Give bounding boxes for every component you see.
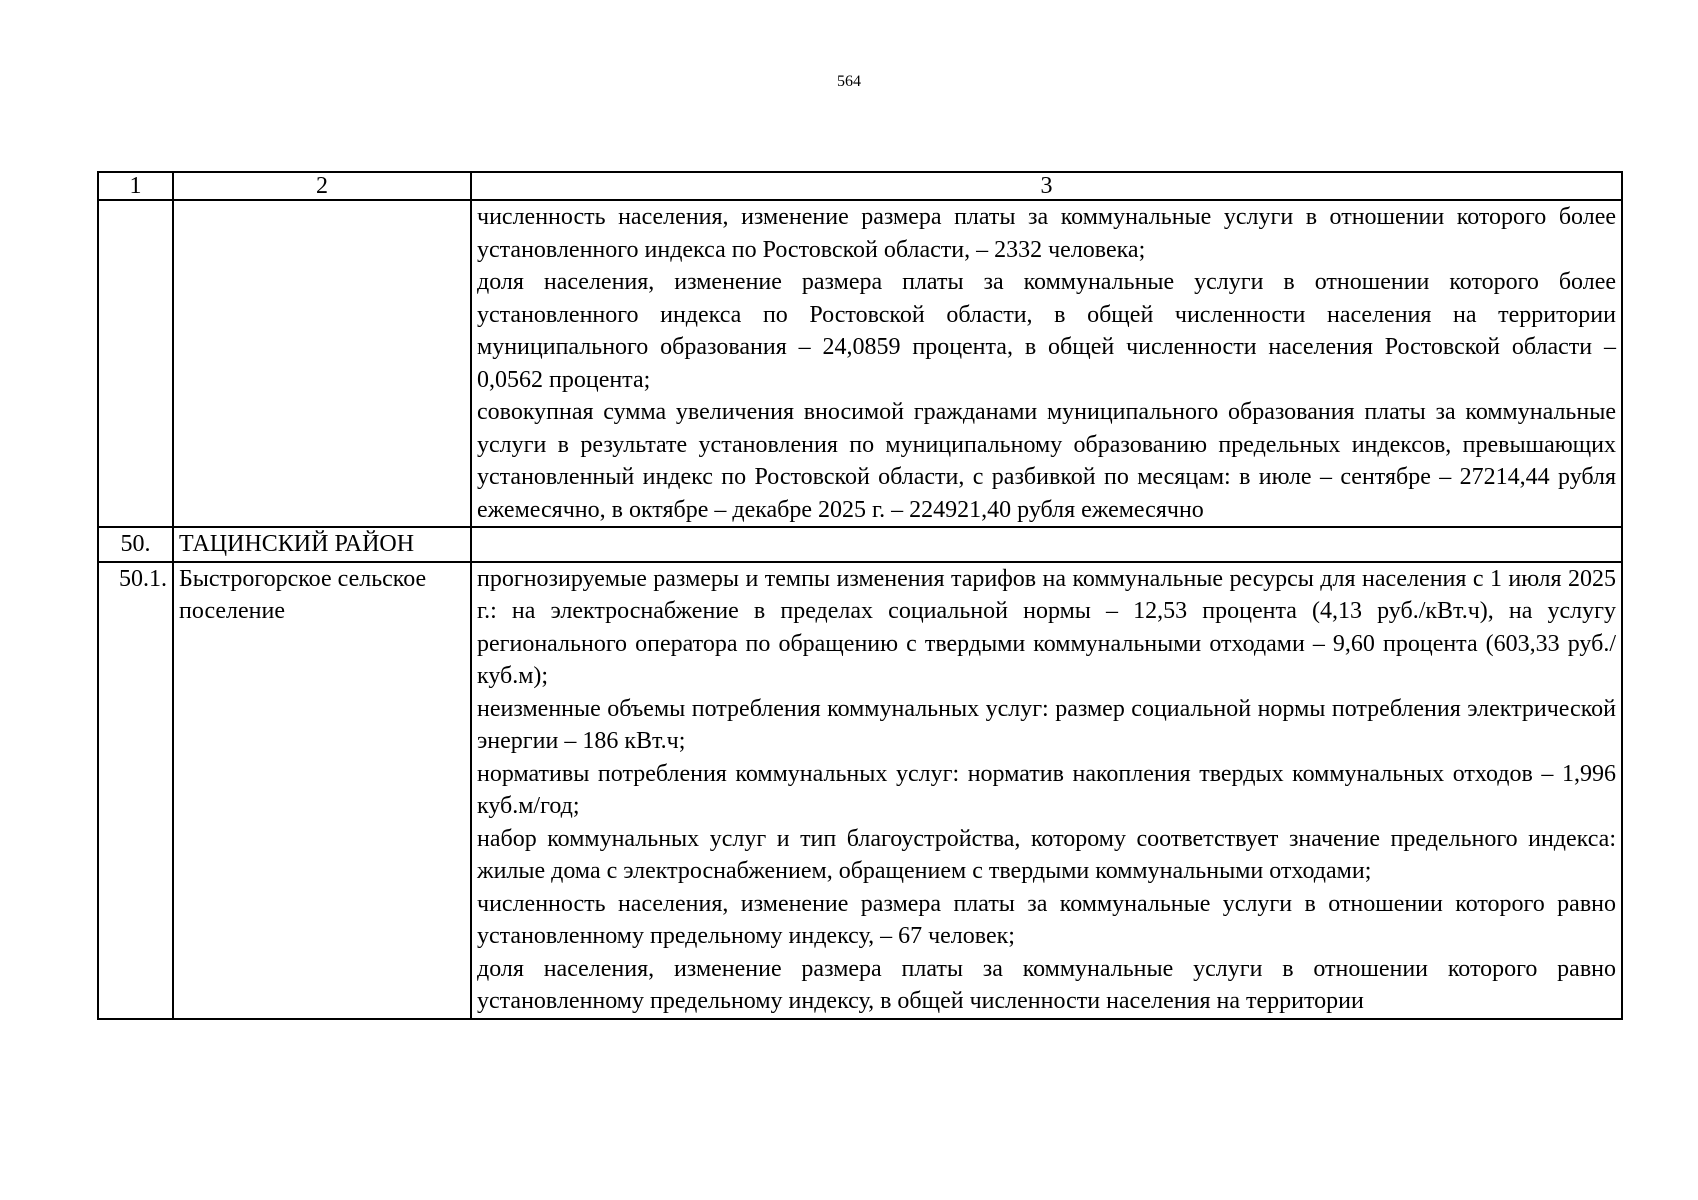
content-paragraph: набор коммунальных услуг и тип благоустройства, которому соответствует значение предельного индекса: жилые дома с электроснабжением, обращением с твердыми коммунальными отходами; xyxy=(477,825,1616,884)
settlement-content xyxy=(471,562,1622,1019)
column-header-2: 2 xyxy=(173,172,471,200)
district-number: 50. xyxy=(98,527,173,562)
column-header-3: 3 xyxy=(471,172,1622,200)
district-content xyxy=(471,527,1622,562)
content-paragraph: совокупная сумма увеличения вносимой гражданами муниципального образования платы за коммунальные услуги в результате установления по муниципальному образованию предельных индексов, превышающих установленный индекс по Ростовской области, с разбивкой по месяцам: в июле – сентябре – 27214,44 рубля ежемесячно, в октябре – декабре 2025 г. – 224921,40 рубля ежемесячно xyxy=(477,399,1616,523)
table-header-row xyxy=(98,172,1622,200)
content-paragraph: численность населения, изменение размера платы за коммунальные услуги в отношении которого равно установленному предельному индексу, – 67 человек; xyxy=(477,890,1616,949)
district-name: ТАЦИНСКИЙ РАЙОН xyxy=(173,527,471,562)
row-name xyxy=(173,200,471,527)
document-table xyxy=(97,171,1623,1020)
content-paragraph: неизменные объемы потребления коммунальных услуг: размер социальной нормы потребления электрической энергии – 186 кВт.ч; xyxy=(477,695,1616,754)
row-number xyxy=(98,200,173,527)
content-paragraph: численность населения, изменение размера платы за коммунальные услуги в отношении которого более установленного индекса по Ростовской области, – 2332 человека; xyxy=(477,204,1616,263)
content-paragraph: доля населения, изменение размера платы за коммунальные услуги в отношении которого более установленного индекса по Ростовской области, в общей численности населения на территории муниципального образования – 24,0859 процента, в общей численности населения Ростовской области – 0,0562 процента; xyxy=(477,269,1616,393)
content-paragraph: нормативы потребления коммунальных услуг: норматив накопления твердых коммунальных отходов – 1,996 куб.м/год; xyxy=(477,760,1616,819)
page-number: 564 xyxy=(837,73,861,90)
row-content xyxy=(471,200,1622,527)
table-row-settlement xyxy=(98,562,1622,1019)
content-paragraph: доля населения, изменение размера платы за коммунальные услуги в отношении которого равно установленному предельному индексу, в общей численности населения на территории xyxy=(477,955,1616,1014)
settlement-number: 50.1. xyxy=(98,562,173,1019)
settlement-name: Быстрогорское сельское поселение xyxy=(173,562,471,1019)
table-row-district xyxy=(98,527,1622,562)
column-header-1: 1 xyxy=(98,172,173,200)
table-row-continuation xyxy=(98,200,1622,527)
content-paragraph: прогнозируемые размеры и темпы изменения тарифов на коммунальные ресурсы для населения с 1 июля 2025 г.: на электроснабжение в пределах социальной нормы – 12,53 процента (4,13 руб./кВт.ч), на услугу регионального оператора по обращению с твердыми коммунальными отходами – 9,60 процента (603,33 руб./куб.м); xyxy=(477,565,1616,689)
